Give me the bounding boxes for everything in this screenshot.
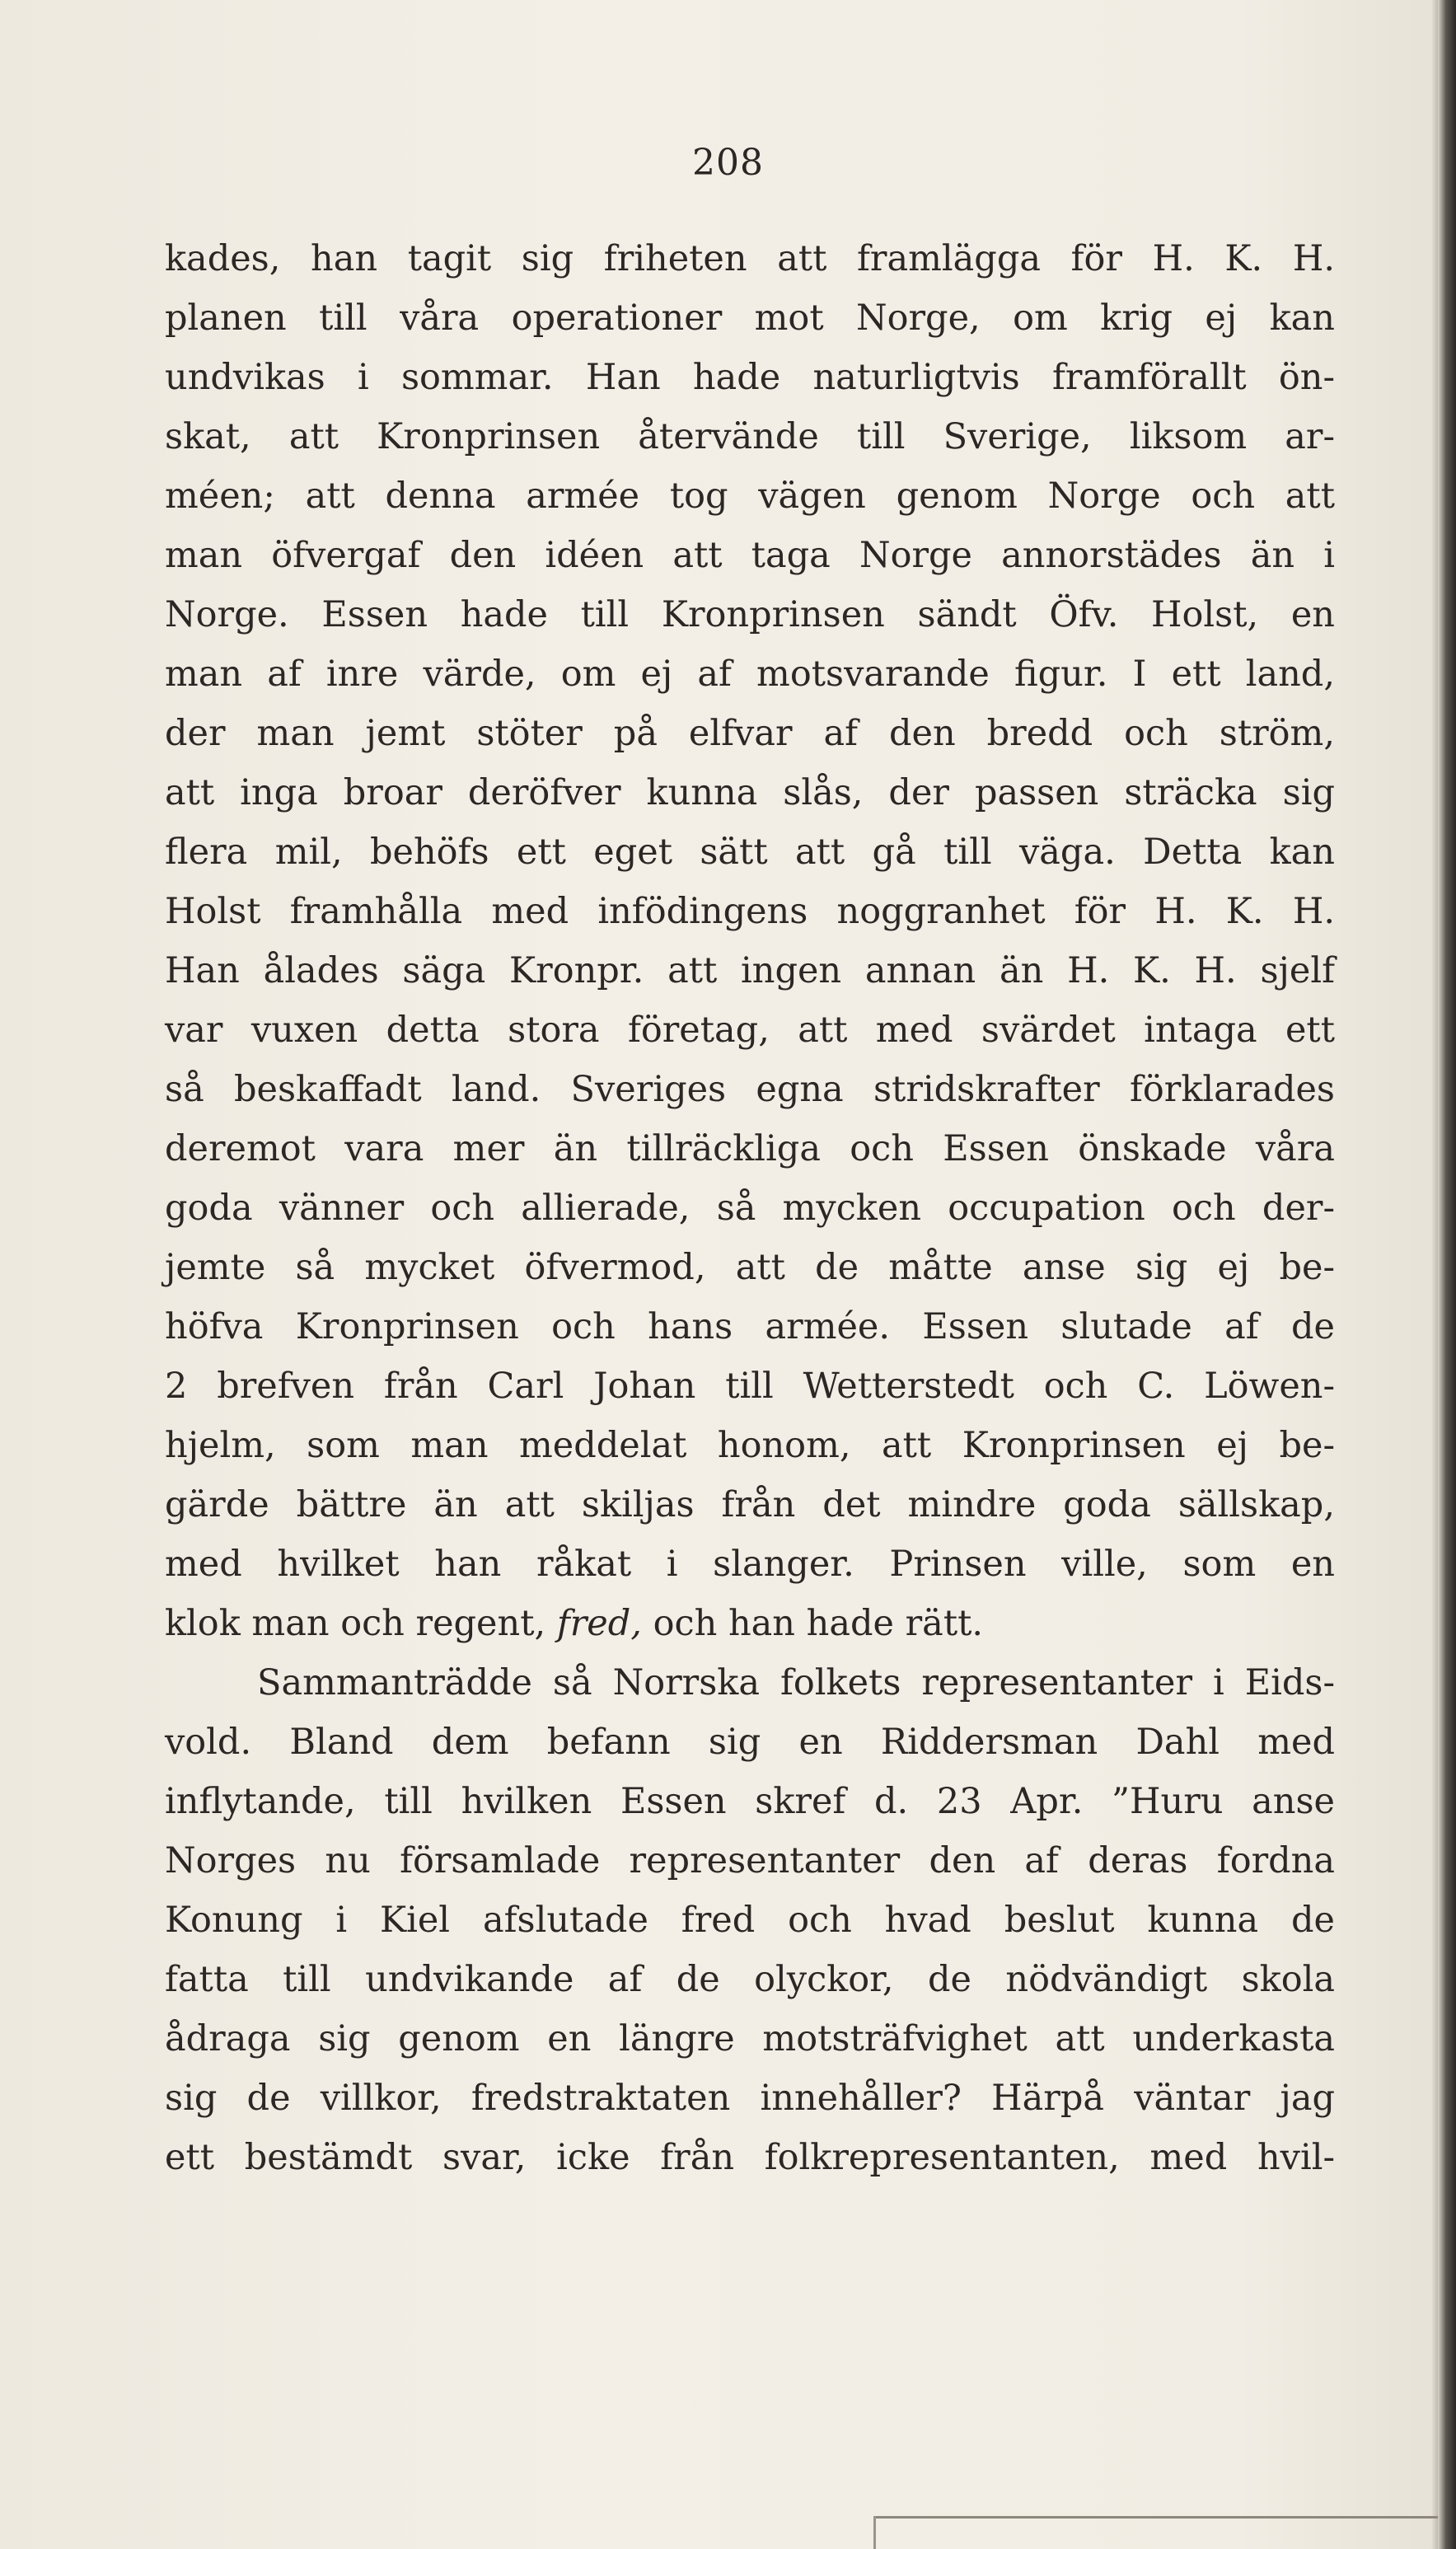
text-line: man öfvergaf den idéen att taga Norge annorstädes än i — [165, 535, 1335, 576]
text-line: ådraga sig genom en längre motsträfvighet att underkasta — [165, 2018, 1335, 2059]
text-line: med hvilket han råkat i slanger. Prinsen ville, som en — [165, 1544, 1335, 1585]
line-text-before-emphasis: klok man och regent, — [165, 1603, 546, 1644]
text-line: sig de villkor, fredstraktaten innehåller? Härpå väntar jag — [165, 2078, 1335, 2119]
text-line: Han ålades säga Kronpr. att ingen annan än H. K. H. sjelf — [165, 950, 1335, 991]
text-line: Norge. Essen hade till Kronprinsen sändt Öfv. Holst, en — [165, 594, 1335, 635]
text-line: deremot vara mer än tillräckliga och Essen önskade våra — [165, 1128, 1335, 1169]
text-line: kades, han tagit sig friheten att framlägga för H. K. H. — [165, 238, 1335, 279]
text-line: gärde bättre än att skiljas från det mindre goda sällskap, — [165, 1484, 1335, 1525]
text-line: vold. Bland dem befann sig en Riddersman Dahl med — [165, 1722, 1335, 1763]
page-edge-shadow — [1431, 0, 1438, 2549]
text-line: höfva Kronprinsen och hans armée. Essen slutade af de — [165, 1306, 1335, 1347]
line-text-after-emphasis: och han hade rätt. — [653, 1603, 984, 1644]
text-line: man af inre värde, om ej af motsvarande figur. I ett land, — [165, 654, 1335, 695]
text-line: att inga broar deröfver kunna slås, der passen sträcka sig — [165, 772, 1335, 813]
book-binding-edge — [1438, 0, 1456, 2549]
emphasized-word: fred, — [556, 1603, 642, 1644]
text-line: goda vänner och allierade, så mycken occupation och der- — [165, 1188, 1335, 1229]
text-line: ett bestämdt svar, icke från folkrepresentanten, med hvil- — [165, 2137, 1335, 2178]
text-line: undvikas i sommar. Han hade naturligtvis framförallt ön- — [165, 357, 1335, 398]
page-number: 208 — [692, 142, 764, 184]
underlying-page-edge-horizontal — [873, 2516, 1438, 2519]
text-line: Holst framhålla med infödingens noggranhet för H. K. H. — [165, 891, 1335, 932]
text-line: hjelm, som man meddelat honom, att Kronprinsen ej be- — [165, 1425, 1335, 1466]
text-line: méen; att denna armée tog vägen genom Norge och att — [165, 476, 1335, 517]
text-line: 2 brefven från Carl Johan till Wetterstedt och C. Löwen- — [165, 1366, 1335, 1407]
text-line: skat, att Kronprinsen återvände till Sverige, liksom ar- — [165, 416, 1335, 457]
text-line: planen till våra operationer mot Norge, om krig ej kan — [165, 298, 1335, 339]
text-line: så beskaffadt land. Sveriges egna stridskrafter förklarades — [165, 1069, 1335, 1110]
text-line: fatta till undvikande af de olyckor, de nödvändigt skola — [165, 1959, 1335, 2000]
text-line: flera mil, behöfs ett eget sätt att gå till väga. Detta kan — [165, 832, 1335, 873]
body-text — [165, 229, 1335, 2187]
text-line: var vuxen detta stora företag, att med svärdet intaga ett — [165, 1010, 1335, 1051]
text-line: Konung i Kiel afslutade fred och hvad beslut kunna de — [165, 1900, 1335, 1941]
text-line: jemte så mycket öfvermod, att de måtte anse sig ej be- — [165, 1247, 1335, 1288]
text-line: der man jemt stöter på elfvar af den bredd och ström, — [165, 713, 1335, 754]
paragraph-first-line: Sammanträdde så Norrska folkets representanter i Eids- — [257, 1662, 1335, 1703]
text-line: Norges nu församlade representanter den af deras fordna — [165, 1840, 1335, 1881]
paragraph-end-line — [165, 1594, 1335, 1653]
text-line: inflytande, till hvilken Essen skref d. 23 Apr. ”Huru anse — [165, 1781, 1335, 1822]
underlying-page-edge-vertical — [873, 2516, 876, 2549]
